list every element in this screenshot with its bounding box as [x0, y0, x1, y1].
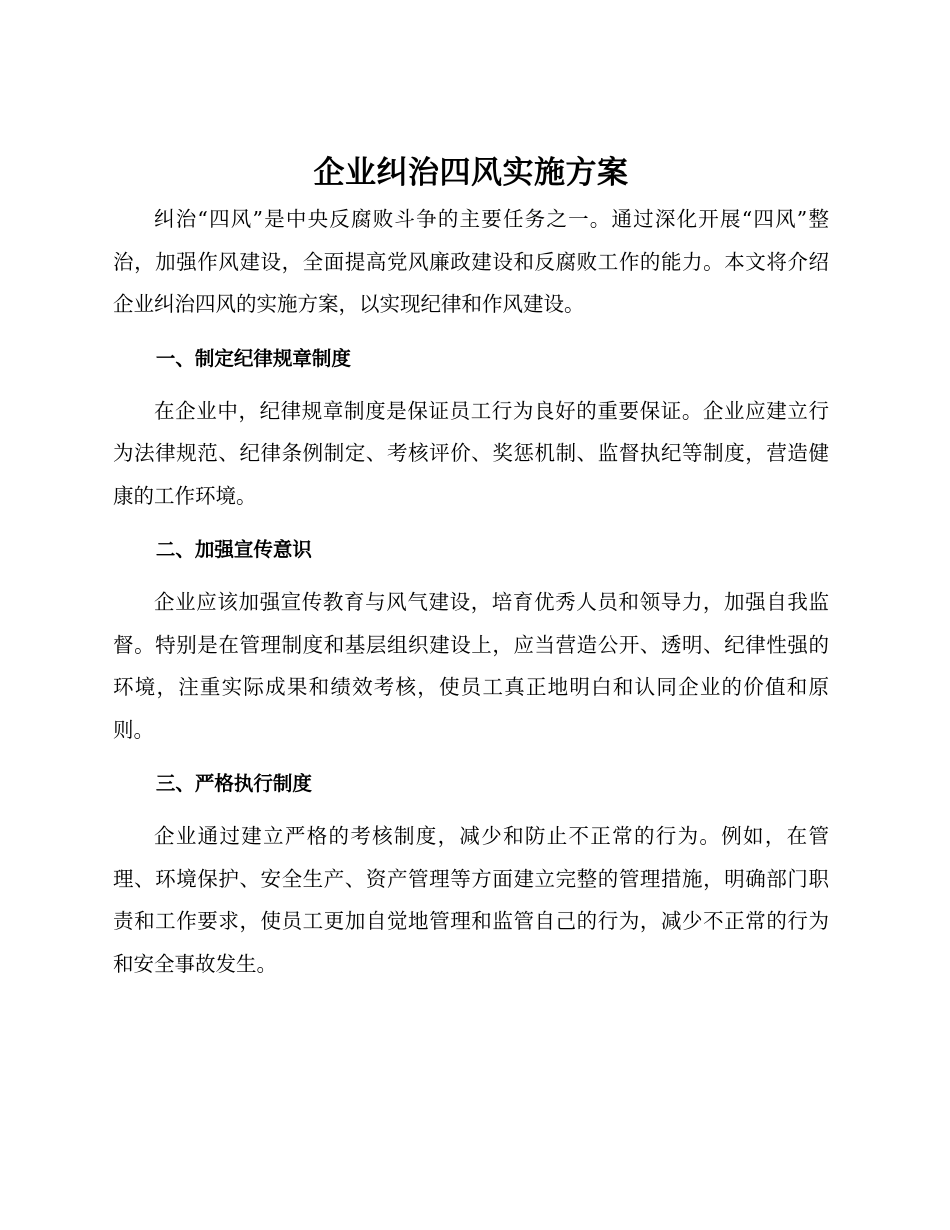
section-body-1: 在企业中，纪律规章制度是保证员工行为良好的重要保证。企业应建立行为法律规范、纪律条例制定、考核评价、奖惩机制、监督执纪等制度，营造健康的工作环境。	[113, 398, 829, 508]
section-heading-3: 三、严格执行制度	[155, 772, 312, 795]
section-body-3: 企业通过建立严格的考核制度，减少和防止不正常的行为。例如，在管理、环境保护、安全生产、资产管理等方面建立完整的管理措施，明确部门职责和工作要求，使员工更加自觉地管理和监管自己的行为，减少不正常的行为和安全事故发生。	[113, 824, 829, 976]
document-content	[113, 150, 829, 985]
document-title: 企业纠治四风实施方案	[313, 155, 629, 191]
intro-paragraph: 纠治“四风”是中央反腐败斗争的主要任务之一。通过深化开展“四风”整治，加强作风建设，全面提高党风廉政建设和反腐败工作的能力。本文将介绍企业纠治四风的实施方案，以实现纪律和作风建设。	[113, 207, 829, 316]
section-heading-2: 二、加强宣传意识	[155, 538, 312, 561]
section-heading-1: 一、制定纪律规章制度	[155, 346, 351, 370]
section-body-2: 企业应该加强宣传教育与风气建设，培育优秀人员和领导力，加强自我监督。特别是在管理制度和基层组织建设上，应当营造公开、透明、纪律性强的环境，注重实际成果和绩效考核，使员工真正地明白和认同企业的价值和原则。	[113, 590, 829, 742]
